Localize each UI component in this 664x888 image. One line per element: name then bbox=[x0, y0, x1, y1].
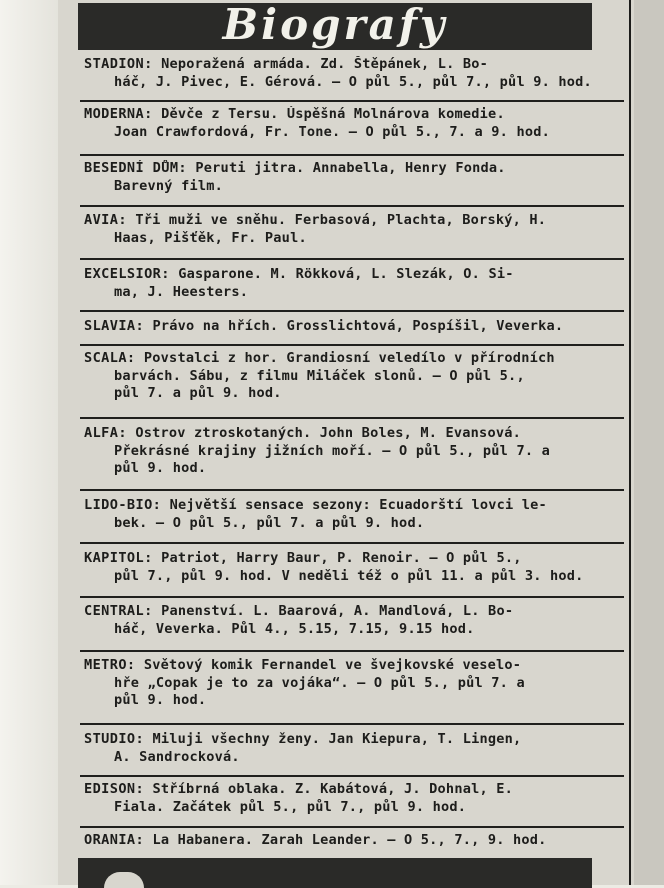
listing-slavia bbox=[84, 318, 622, 336]
listing-text: půl 9. hod. bbox=[114, 692, 207, 708]
listing-text: A. Sandrocková. bbox=[114, 748, 240, 765]
cinema-name: KAPITOL: bbox=[84, 550, 153, 566]
cinema-name: ORANIA: bbox=[84, 832, 145, 848]
listing-besedni-dum bbox=[84, 160, 622, 195]
listing-text: půl 9. hod. bbox=[114, 460, 207, 476]
listing-text: háč, Veverka. Půl 4., 5.15, 7.15, 9.15 hod. bbox=[114, 620, 475, 637]
listing-text: Patriot, Harry Baur, P. Renoir. — O půl 5., bbox=[161, 550, 522, 566]
listing-text: půl 7. a půl 9. hod. bbox=[114, 385, 282, 401]
listing-text: háč, J. Pivec, E. Gérová. — O půl 5., půl 7., půl 9. hod. bbox=[114, 73, 592, 90]
divider bbox=[80, 258, 624, 260]
listing-text: hře „Copak je to za vojáka“. — O půl 5., půl 7. a bbox=[114, 674, 525, 691]
listing-text: Panenství. L. Baarová, A. Mandlová, L. Bo- bbox=[161, 603, 514, 619]
listing-lido-bio bbox=[84, 497, 622, 532]
listing-text: Tři muži ve sněhu. Ferbasová, Plachta, Borský, H. bbox=[135, 212, 547, 228]
listing-text: půl 7., půl 9. hod. V neděli též o půl 11. a půl 3. hod. bbox=[114, 567, 584, 584]
cinema-name: CENTRAL: bbox=[84, 603, 153, 619]
listing-text: Peruti jitra. Annabella, Henry Fonda. bbox=[195, 160, 506, 176]
divider bbox=[80, 100, 624, 102]
cinema-name: STADION: bbox=[84, 56, 153, 72]
listing-orania bbox=[84, 832, 622, 850]
cinema-name: EDISON: bbox=[84, 781, 145, 797]
listing-studio bbox=[84, 731, 622, 766]
cinema-name: BESEDNÍ DŮM: bbox=[84, 160, 188, 176]
listing-text: Největší sensace sezony: Ecuadorští lovci le- bbox=[169, 497, 547, 513]
divider bbox=[80, 596, 624, 598]
listing-text: barvách. Sábu, z filmu Miláček slonů. — O půl 5., bbox=[114, 367, 525, 384]
divider bbox=[80, 826, 624, 828]
listing-text: bek. — O půl 5., půl 7. a půl 9. hod. bbox=[114, 514, 425, 531]
right-page-edge bbox=[634, 0, 664, 885]
cinema-name: METRO: bbox=[84, 657, 136, 673]
listing-excelsior bbox=[84, 266, 622, 301]
cinema-name: EXCELSIOR: bbox=[84, 266, 170, 282]
listing-text: La Habanera. Zarah Leander. — O 5., 7., 9. hod. bbox=[152, 832, 547, 848]
cinema-name: STUDIO: bbox=[84, 731, 145, 747]
listing-text: Překrásné krajiny jižních moří. — O půl 5., půl 7. a bbox=[114, 442, 550, 459]
listing-text: ma, J. Heesters. bbox=[114, 283, 249, 300]
cinema-name: ALFA: bbox=[84, 425, 127, 441]
divider bbox=[80, 417, 624, 419]
divider bbox=[80, 344, 624, 346]
column-rule bbox=[629, 0, 631, 885]
listing-text: Joan Crawfordová, Fr. Tone. — O půl 5., 7. a 9. hod. bbox=[114, 123, 550, 140]
listing-text: Děvče z Tersu. Úspěšná Molnárova komedie. bbox=[161, 106, 505, 122]
listing-stadion bbox=[84, 56, 622, 91]
listing-text: Gasparone. M. Rökková, L. Slezák, O. Si- bbox=[178, 266, 514, 282]
cinema-name: SLAVIA: bbox=[84, 318, 145, 334]
divider bbox=[80, 775, 624, 777]
divider bbox=[80, 205, 624, 207]
listing-alfa bbox=[84, 425, 622, 478]
listing-text: Stříbrná oblaka. Z. Kabátová, J. Dohnal, E. bbox=[152, 781, 514, 797]
divider bbox=[80, 310, 624, 312]
divider bbox=[80, 489, 624, 491]
listing-moderna bbox=[84, 106, 622, 141]
listing-text: Neporažená armáda. Zd. Štěpánek, L. Bo- bbox=[161, 56, 489, 72]
listing-central bbox=[84, 603, 622, 638]
listing-text: Světový komik Fernandel ve švejkovské veselo- bbox=[143, 657, 522, 673]
divider bbox=[80, 723, 624, 725]
divider bbox=[80, 154, 624, 156]
listing-text: Povstalci z hor. Grandiosní veledílo v přírodních bbox=[143, 350, 555, 366]
listing-text: Fiala. Začátek půl 5., půl 7., půl 9. hod. bbox=[114, 798, 467, 815]
header-banner bbox=[78, 0, 592, 50]
cinema-name: AVIA: bbox=[84, 212, 127, 228]
listing-kapitol bbox=[84, 550, 622, 585]
listing-text: Haas, Pišťěk, Fr. Paul. bbox=[114, 229, 307, 246]
header-title: Biografy bbox=[222, 0, 448, 49]
listing-text: Miluji všechny ženy. Jan Kiepura, T. Lingen, bbox=[152, 731, 522, 747]
cinema-name: MODERNA: bbox=[84, 106, 153, 122]
listing-text: Právo na hřích. Grosslichtová, Pospíšil, Veverka. bbox=[152, 318, 564, 334]
listing-scala bbox=[84, 350, 622, 403]
listing-text: Barevný film. bbox=[114, 177, 223, 194]
divider bbox=[80, 650, 624, 652]
cinema-name: SCALA: bbox=[84, 350, 136, 366]
listing-edison bbox=[84, 781, 622, 816]
listing-metro bbox=[84, 657, 622, 710]
listing-text: Ostrov ztroskotaných. John Boles, M. Evansová. bbox=[135, 425, 521, 441]
listing-avia bbox=[84, 212, 622, 247]
divider bbox=[80, 542, 624, 544]
next-section-banner bbox=[78, 858, 592, 888]
cinema-name: LIDO-BIO: bbox=[84, 497, 162, 513]
left-page-margin bbox=[0, 0, 58, 885]
